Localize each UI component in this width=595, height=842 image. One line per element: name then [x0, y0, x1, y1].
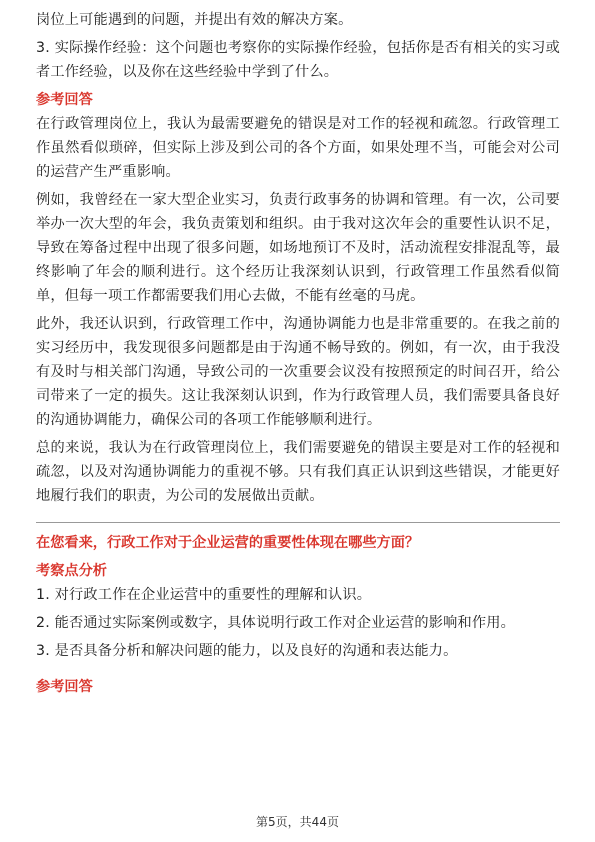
analysis-point: 1. 对行政工作在企业运营中的重要性的理解和认识。 — [36, 587, 372, 603]
answer-heading-2: 参考回答 — [36, 679, 93, 695]
analysis-heading: 考察点分析 — [36, 563, 107, 579]
answer-paragraph: 例如，我曾经在一家大型企业实习，负责行政事务的协调和管理。有一次，公司要举办一次大型的年会，我负责策划和组织。由于我对这次年会的重要性认识不足，导致在筹备过程中出现了很多问题，如场地预订不及时，活动流程安排混乱等，最终影响了年会的顺利进行。这个经历让我深刻认识到，行政管理工作虽然看似简单，但每一项工作都需要我们用心去做，不能有丝毫的马虎。 — [36, 192, 560, 304]
question-title: 在您看来，行政工作对于企业运营的重要性体现在哪些方面？ — [36, 535, 420, 551]
answer-paragraph: 此外，我还认识到，行政管理工作中，沟通协调能力也是非常重要的。在我之前的实习经历中，我发现很多问题都是由于沟通不畅导致的。例如，有一次，由于我没有及时与相关部门沟通，导致公司的一次重要会议没有按照预定的时间召开，给公司带来了一定的损失。这让我深刻认识到，作为行政管理人员，我们需要具备良好的沟通协调能力，确保公司的各项工作能够顺利进行。 — [36, 316, 560, 428]
document-body — [36, 8, 560, 699]
answer-paragraph: 在行政管理岗位上，我认为最需要避免的错误是对工作的轻视和疏忽。行政管理工作虽然看似琐碎，但实际上涉及到公司的各个方面，如果处理不当，可能会对公司的运营产生严重影响。 — [36, 116, 560, 180]
answer-paragraph: 总的来说，我认为在行政管理岗位上，我们需要避免的错误主要是对工作的轻视和疏忽，以及对沟通协调能力的重视不够。只有我们真正认识到这些错误，才能更好地履行我们的职责，为公司的发展做出贡献。 — [36, 440, 560, 504]
analysis-point: 2. 能否通过实际案例或数字，具体说明行政工作对企业运营的影响和作用。 — [36, 615, 516, 631]
point-3-text: 3. 实际操作经验：这个问题也考察你的实际操作经验，包括你是否有相关的实习或者工作经验，以及你在这些经验中学到了什么。 — [36, 40, 560, 80]
intro-tail-text: 岗位上可能遇到的问题，并提出有效的解决方案。 — [36, 12, 353, 28]
analysis-point: 3. 是否具备分析和解决问题的能力，以及良好的沟通和表达能力。 — [36, 643, 458, 659]
section-divider — [36, 522, 560, 523]
page-number: 第5页，共44页 — [256, 815, 339, 829]
answer-heading: 参考回答 — [36, 92, 93, 108]
